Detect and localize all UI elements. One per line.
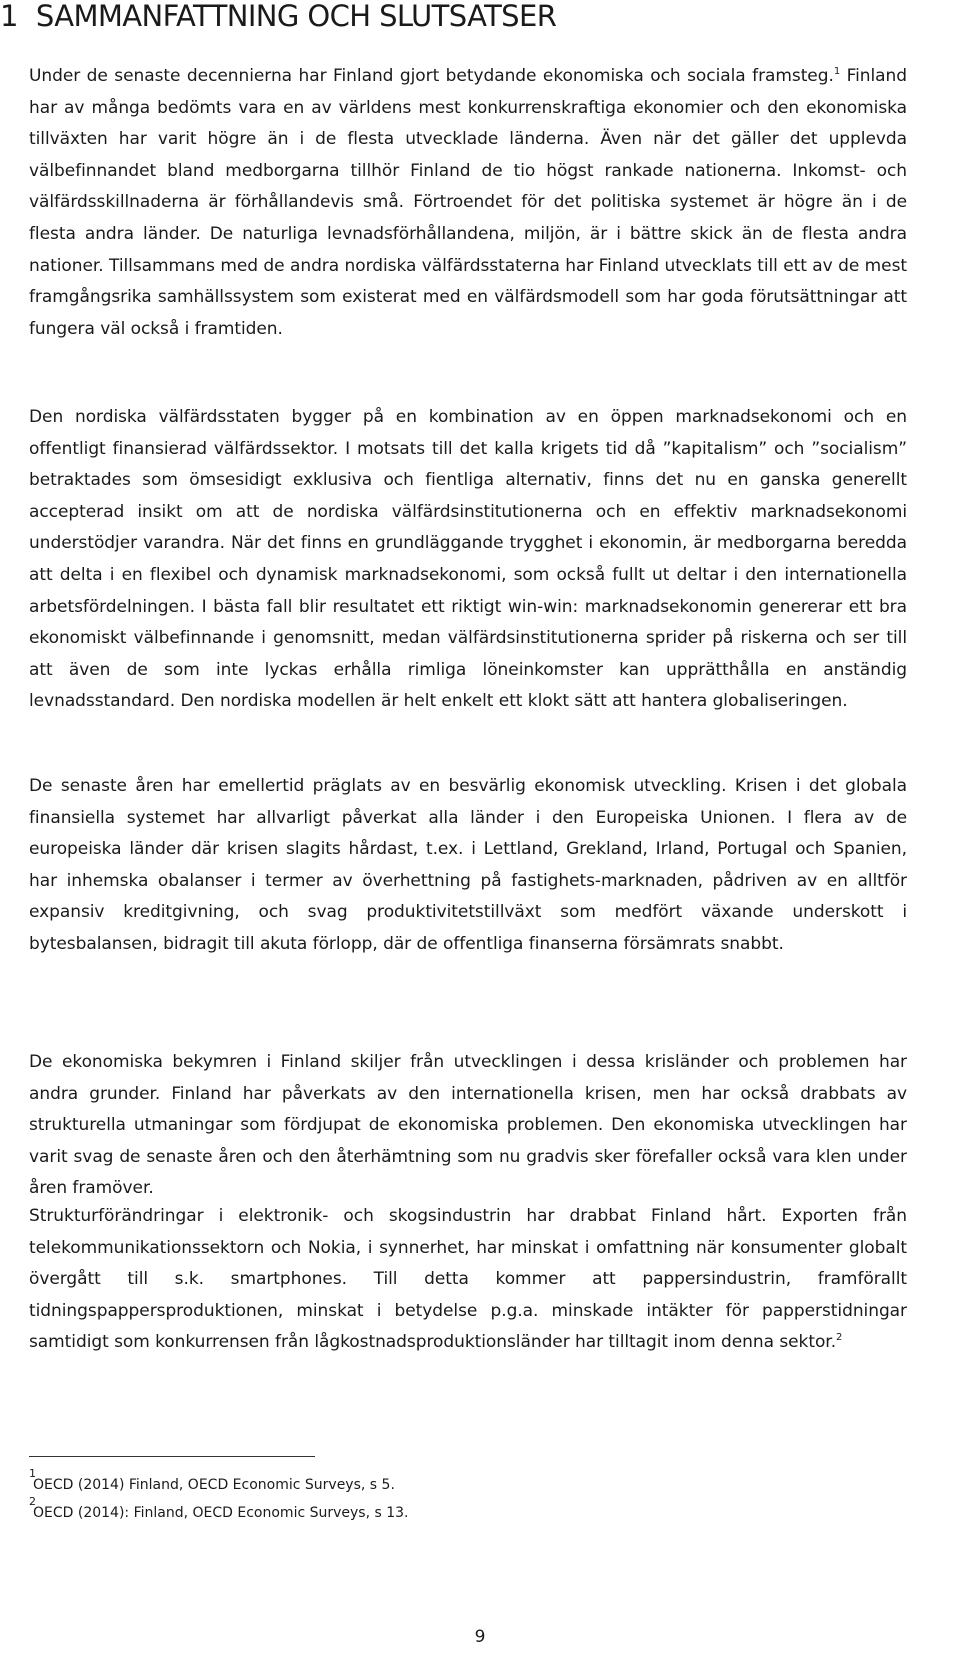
paragraph-5 — [29, 1201, 907, 1359]
footnote-1-text: OECD (2014) Finland, OECD Economic Surveys, s 5. — [33, 1477, 395, 1493]
footnote-1-mark: 1 — [29, 1467, 36, 1480]
footnote-ref-2[interactable]: 2 — [836, 1332, 843, 1344]
paragraph-1-text-a: Under de senaste decennierna har Finland gjort betydande ekonomiska och sociala framsteg. — [29, 66, 834, 86]
paragraph-3: De senaste åren har emellertid präglats av en besvärlig ekonomisk utveckling. Krisen i det globala finansiella systemet har allvarligt påverkat alla länder i den Europeiska Unionen. I flera av de europeiska länder där krisen slagits hårdast, t.ex. i Lettland, Grekland, Irland, Portugal och Spanien, har inhemska obalanser i termer av överhettning på fastighets-marknaden, pådriven av en alltför expansiv kreditgivning, och svag produktivitetstillväxt som medfört växande underskott i bytesbalansen, bidragit till akuta förlopp, där de offentliga finanserna försämrats snabbt. — [29, 776, 907, 954]
page-number: 9 — [474, 1627, 486, 1647]
section-title: SAMMANFATTNING OCH SLUTSATSER — [35, 0, 557, 33]
paragraph-1-text-b: Finland har av många bedömts vara en av världens mest konkurrenskraftiga ekonomier och den ekonomiska tillväxten har varit högre än i de flesta utvecklade länderna. Även när det gäller det upplevda välbefinnandet bland medborgarna tillhör Finland de tio högst rankade nationerna. Inkomst- och välfärdsskillnaderna är förhållandevis små. Förtroendet för det politiska systemet är högre än i de flesta andra länder. De naturliga levnadsförhållandena, miljön, är i bättre skick än de flesta andra nationer. Tillsammans med de andra nordiska välfärdsstaterna har Finland utvecklats till ett av de mest framgångsrika samhällssystem som existerat med en välfärdsmodell som har goda förutsättningar att fungera väl också i framtiden. — [29, 66, 907, 339]
footnote-ref-1[interactable]: 1 — [833, 66, 841, 77]
section-heading — [0, 0, 556, 34]
footnote-2-mark: 2 — [29, 1495, 36, 1508]
paragraph-1 — [29, 61, 907, 345]
footnote-separator — [29, 1456, 315, 1457]
paragraph-5-text: Strukturförändringar i elektronik- och skogsindustrin har drabbat Finland hårt. Exporten från telekommunikationssektorn och Nokia, i synnerhet, har minskat i omfattning när konsumenter globalt övergått till s.k. smartphones. Till detta kommer att pappersindustrin, framförallt tidningspappersproduktionen, minskat i betydelse p.g.a. minskade intäkter för papperstidningar samtidigt som konkurrensen från lågkostnadsproduktionsländer har tilltagit inom denna sektor. — [29, 1206, 907, 1353]
footnote-2-text: OECD (2014): Finland, OECD Economic Surveys, s 13. — [33, 1505, 409, 1521]
paragraph-2: Den nordiska välfärdsstaten bygger på en kombination av en öppen marknadsekonomi och en offentligt finansierad välfärdssektor. I motsats till det kalla krigets tid då ”kapitalism” och ”socialism” betraktades som ömsesidigt exklusiva och fientliga alternativ, finns det nu en ganska generellt accepterad insikt om att de nordiska välfärdsinstitutionerna och en effektiv marknadsekonomi understödjer varandra. När det finns en grundläggande trygghet i ekonomin, är medborgarna beredda att delta i en flexibel och dynamisk marknadsekonomi, som också fullt ut deltar i den internationella arbetsfördelningen. I bästa fall blir resultatet ett riktigt win-win: marknadsekonomin genererar ett bra ekonomiskt välbefinnande i genomsnitt, medan välfärdsinstitutionerna sprider på riskerna och ser till att även de som inte lyckas erhålla rimliga löneinkomster kan upprätthålla en anständig levnadsstandard. Den nordiska modellen är helt enkelt ett klokt sätt att hantera globaliseringen. — [29, 407, 907, 712]
paragraph-4: De ekonomiska bekymren i Finland skiljer från utvecklingen i dessa krisländer och problemen har andra grunder. Finland har påverkats av den internationella krisen, men har också drabbats av strukturella utmaningar som fördjupat de ekonomiska problemen. Den ekonomiska utvecklingen har varit svag de senaste åren och den återhämtning som nu gradvis sker förefaller också vara klen under åren framöver. — [29, 1052, 907, 1199]
section-number: 1 — [0, 0, 18, 33]
